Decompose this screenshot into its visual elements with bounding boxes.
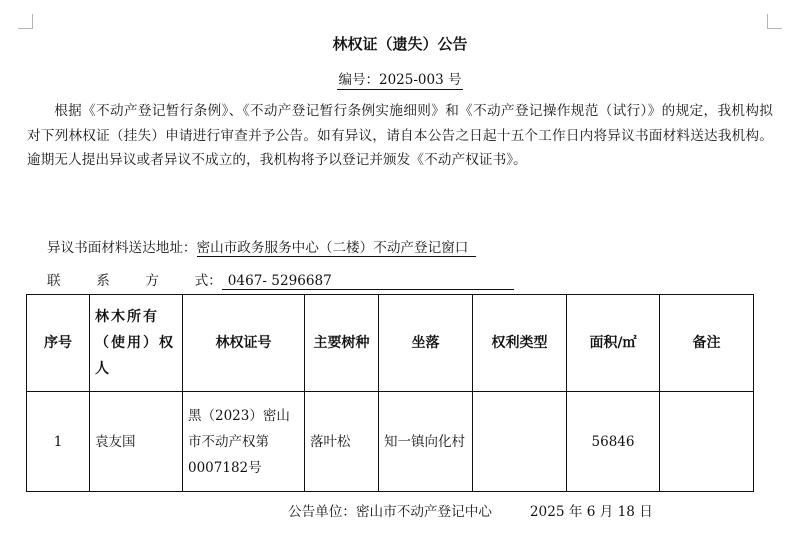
cell-right-type xyxy=(473,392,567,492)
cell-remark xyxy=(660,392,754,492)
contact-line xyxy=(47,269,514,290)
cell-cert: 黑（2023）密山市不动产权第0007182号 xyxy=(183,392,305,492)
header-owner: 林木所有（使用）权人 xyxy=(90,295,183,392)
contact-phone-value: 0467- 5296687 xyxy=(222,273,514,290)
contact-label: 联系方 xyxy=(47,273,195,289)
header-cert: 林权证号 xyxy=(183,295,305,392)
header-area: 面积/㎡ xyxy=(567,295,660,392)
notice-footer xyxy=(288,500,653,520)
notice-body-paragraph: 根据《不动产登记暂行条例》、《不动产登记暂行条例实施细则》和《不动产登记操作规范（试行）》的规定，我机构拟对下列林权证（挂失）申请进行审查并予公告。如有异议，请自本公告之日起十五个工作日内将异议书面材料送达我机构。逾期无人提出异议或者异议不成立的，我机构将予以登记并颁发《不动产权证书》。 xyxy=(27,103,773,168)
notice-number-text: 编号：2025-003 号 xyxy=(338,72,462,88)
header-remark: 备注 xyxy=(660,295,754,392)
objection-address-label: 异议书面材料送达地址： xyxy=(47,240,197,256)
header-seq: 序号 xyxy=(27,295,90,392)
contact-label-last: 式 xyxy=(194,273,209,289)
forest-certificate-table xyxy=(26,294,754,492)
footer-unit: 公告单位：密山市不动产登记中心 xyxy=(288,504,492,520)
page-corner-mark-top-right xyxy=(767,14,782,29)
objection-address-line xyxy=(47,236,476,256)
header-species: 主要树种 xyxy=(305,295,379,392)
footer-date: 2025 年 6 月 18 日 xyxy=(529,504,653,520)
cell-species: 落叶松 xyxy=(305,392,379,492)
notice-title: 林权证（遗失）公告 xyxy=(332,35,468,53)
cell-area: 56846 xyxy=(567,392,660,492)
header-right-type: 权利类型 xyxy=(473,295,567,392)
objection-address-value: 密山市政务服务中心（二楼）不动产登记窗口 xyxy=(197,240,477,257)
table-header-row xyxy=(27,295,754,392)
table-row xyxy=(27,392,754,492)
cell-seq: 1 xyxy=(27,392,90,492)
header-location: 坐落 xyxy=(379,295,473,392)
notice-number xyxy=(0,68,800,88)
page-corner-mark-top-left xyxy=(18,14,33,29)
cell-location: 知一镇向化村 xyxy=(379,392,473,492)
cell-owner: 袁友国 xyxy=(90,392,183,492)
contact-colon: ： xyxy=(208,273,222,289)
